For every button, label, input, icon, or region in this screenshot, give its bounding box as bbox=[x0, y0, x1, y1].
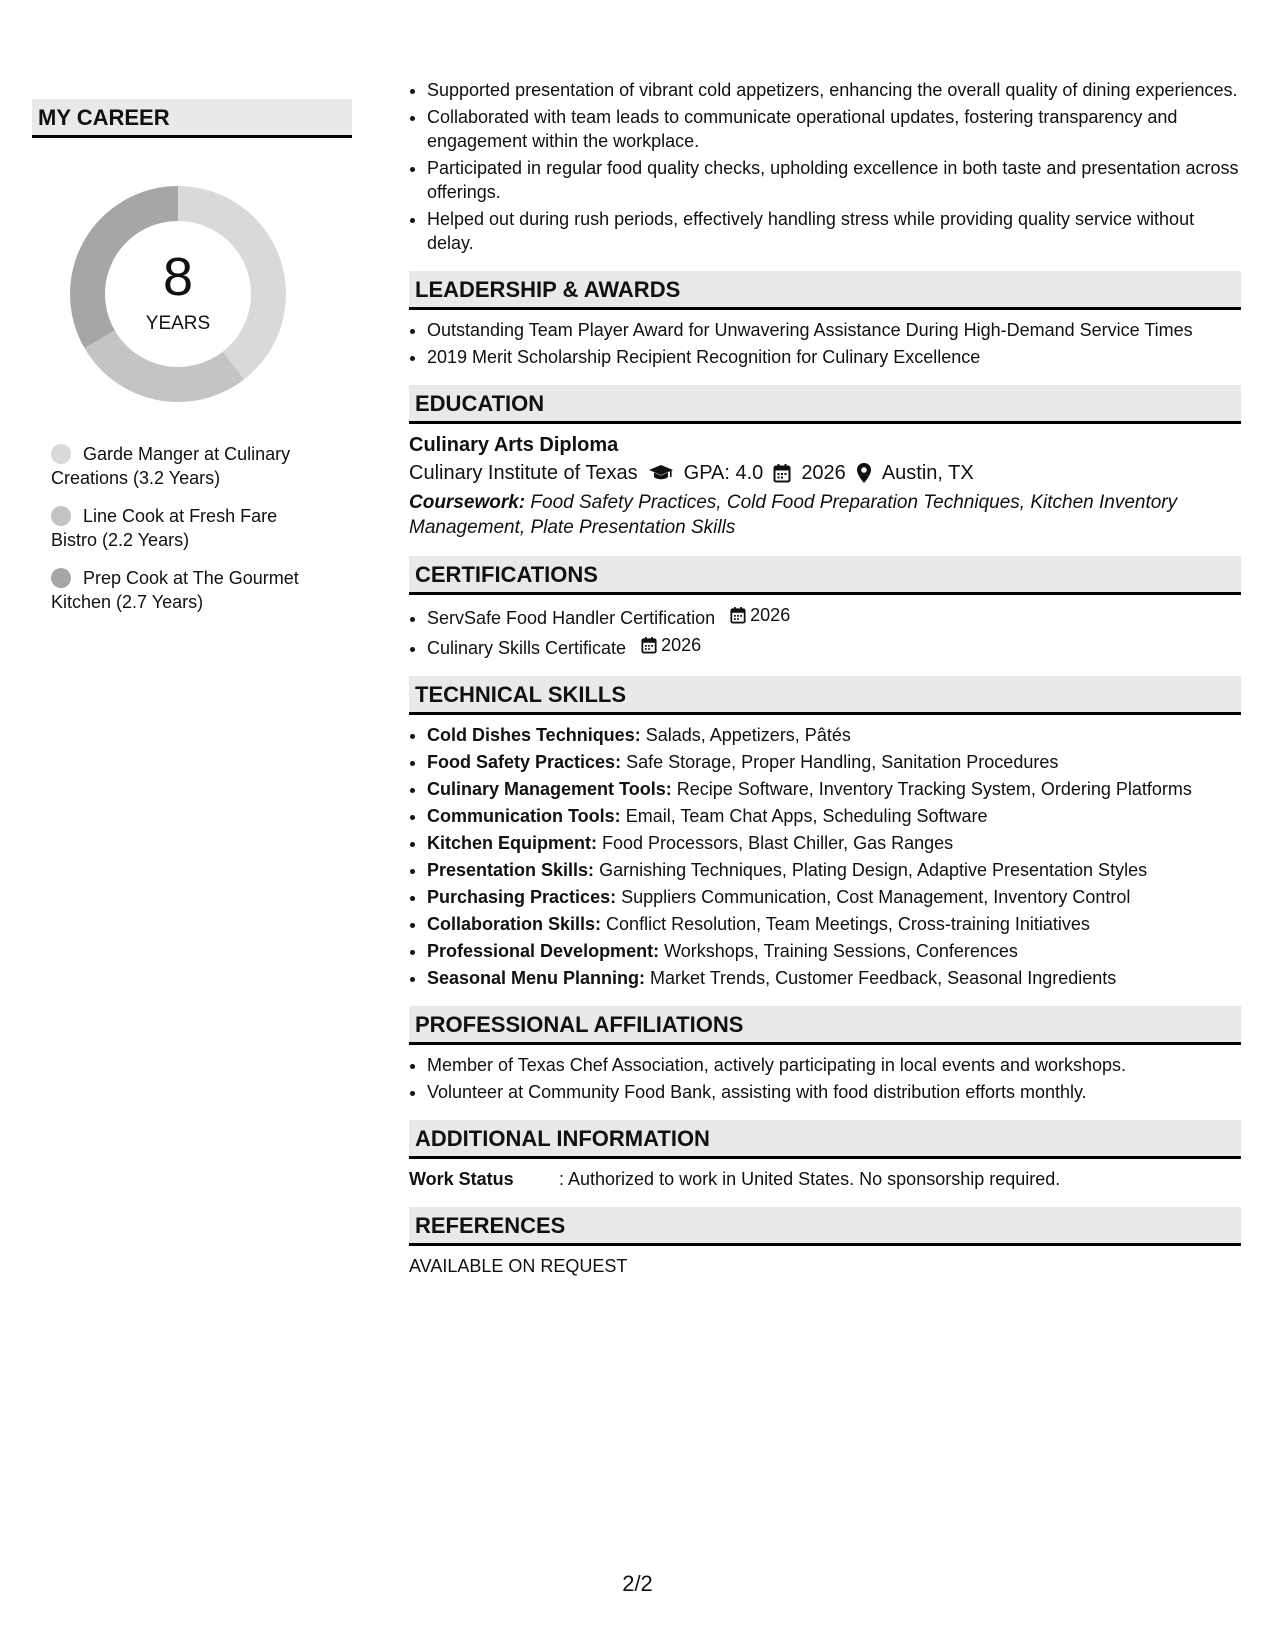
skill-value: Conflict Resolution, Team Meetings, Cross-training Initiatives bbox=[606, 914, 1090, 934]
coursework-label: Coursework: bbox=[409, 492, 526, 513]
right-column bbox=[409, 78, 1241, 1278]
list-item bbox=[427, 858, 1241, 882]
skill-label: Cold Dishes Techniques: bbox=[427, 725, 641, 745]
my-career-heading: MY CAREER bbox=[32, 99, 352, 138]
certifications-heading: CERTIFICATIONS bbox=[409, 556, 1241, 595]
skill-value: Salads, Appetizers, Pâtés bbox=[645, 725, 851, 745]
list-item bbox=[427, 603, 1241, 630]
graduation-year: 2026 bbox=[801, 462, 846, 484]
list-item: • Outstanding Team Player Award for Unwavering Assistance During High-Demand Service Times bbox=[427, 318, 1241, 342]
legend-label: Prep Cook at The Gourmet Kitchen (2.7 Years) bbox=[51, 568, 299, 612]
education-section bbox=[409, 385, 1241, 540]
skills-section bbox=[409, 676, 1241, 990]
legend-dot bbox=[51, 506, 71, 526]
skills-heading: TECHNICAL SKILLS bbox=[409, 676, 1241, 715]
graduation-cap-icon bbox=[648, 463, 674, 483]
calendar-icon bbox=[773, 463, 791, 483]
list-item bbox=[427, 939, 1241, 963]
skill-label: Culinary Management Tools: bbox=[427, 779, 672, 799]
list-item bbox=[427, 777, 1241, 801]
list-item: • Participated in regular food quality checks, upholding excellence in both taste and presentation across offerings. bbox=[427, 156, 1241, 204]
list-item: • Helped out during rush periods, effectively handling stress while providing quality service without delay. bbox=[427, 207, 1241, 255]
references-text: AVAILABLE ON REQUEST bbox=[409, 1256, 628, 1276]
legend-item bbox=[51, 566, 321, 614]
skill-value: Suppliers Communication, Cost Management, Inventory Control bbox=[621, 887, 1131, 907]
additional-heading: ADDITIONAL INFORMATION bbox=[409, 1120, 1241, 1159]
skill-value: Recipe Software, Inventory Tracking System, Ordering Platforms bbox=[676, 779, 1192, 799]
list-item bbox=[427, 633, 1241, 660]
skill-label: Communication Tools: bbox=[427, 806, 621, 826]
list-item bbox=[427, 750, 1241, 774]
skills-list bbox=[409, 723, 1241, 990]
affiliations-section bbox=[409, 1006, 1241, 1104]
list-item bbox=[427, 966, 1241, 990]
work-status-value: : Authorized to work in United States. No sponsorship required. bbox=[559, 1169, 1061, 1189]
skill-value: Food Processors, Blast Chiller, Gas Ranges bbox=[602, 833, 954, 853]
legend-dot bbox=[51, 444, 71, 464]
left-column bbox=[32, 99, 352, 612]
skill-label: Purchasing Practices: bbox=[427, 887, 617, 907]
skill-label: Seasonal Menu Planning: bbox=[427, 968, 646, 988]
list-item: • 2019 Merit Scholarship Recipient Recognition for Culinary Excellence bbox=[427, 345, 1241, 369]
school-name: Culinary Institute of Texas bbox=[409, 462, 638, 484]
cert-year: 2026 bbox=[661, 635, 702, 655]
leadership-section bbox=[409, 271, 1241, 369]
gpa-text: GPA: 4.0 bbox=[683, 462, 764, 484]
list-item bbox=[427, 804, 1241, 828]
cert-date bbox=[641, 633, 701, 657]
legend-label: Garde Manger at Culinary Creations (3.2 Years) bbox=[51, 444, 291, 488]
page-number: 2/2 bbox=[622, 1571, 653, 1596]
additional-section bbox=[409, 1120, 1241, 1191]
calendar-icon bbox=[730, 606, 746, 624]
experience-bullets bbox=[409, 78, 1241, 255]
legend-item bbox=[51, 442, 321, 490]
certifications-section bbox=[409, 556, 1241, 660]
list-item bbox=[427, 723, 1241, 747]
list-item: • Supported presentation of vibrant cold appetizers, enhancing the overall quality of dining experiences. bbox=[427, 78, 1241, 102]
calendar-icon bbox=[641, 636, 657, 654]
skill-label: Food Safety Practices: bbox=[427, 752, 622, 772]
coursework-list: Food Safety Practices, Cold Food Preparation Techniques, Kitchen Inventory Management, Plate Presentation Skills bbox=[409, 492, 1178, 538]
certifications-list bbox=[409, 603, 1241, 660]
list-item bbox=[427, 885, 1241, 909]
cert-name: ServSafe Food Handler Certification bbox=[427, 608, 716, 628]
list-item: • Volunteer at Community Food Bank, assisting with food distribution efforts monthly. bbox=[427, 1080, 1241, 1104]
skill-value: Market Trends, Customer Feedback, Seasonal Ingredients bbox=[650, 968, 1117, 988]
cert-year: 2026 bbox=[750, 605, 791, 625]
cert-name: Culinary Skills Certificate bbox=[427, 638, 627, 658]
skill-value: Email, Team Chat Apps, Scheduling Software bbox=[625, 806, 988, 826]
skill-label: Professional Development: bbox=[427, 941, 660, 961]
career-legend bbox=[51, 442, 321, 628]
references-section bbox=[409, 1207, 1241, 1278]
legend-item bbox=[51, 504, 321, 552]
education-heading: EDUCATION bbox=[409, 385, 1241, 424]
skill-value: Garnishing Techniques, Plating Design, Adaptive Presentation Styles bbox=[599, 860, 1148, 880]
work-status-row bbox=[409, 1167, 1241, 1191]
skill-label: Kitchen Equipment: bbox=[427, 833, 597, 853]
skill-value: Safe Storage, Proper Handling, Sanitation Procedures bbox=[626, 752, 1059, 772]
skill-label: Collaboration Skills: bbox=[427, 914, 602, 934]
affiliations-heading: PROFESSIONAL AFFILIATIONS bbox=[409, 1006, 1241, 1045]
legend-label: Line Cook at Fresh Fare Bistro (2.2 Years) bbox=[51, 506, 278, 550]
education-details bbox=[409, 458, 1241, 488]
work-status-label: Work Status bbox=[409, 1169, 514, 1189]
leadership-heading: LEADERSHIP & AWARDS bbox=[409, 271, 1241, 310]
location-pin-icon bbox=[856, 462, 872, 484]
degree-title: Culinary Arts Diploma bbox=[409, 434, 619, 456]
years-number: 8 bbox=[162, 247, 194, 307]
cert-date bbox=[730, 603, 790, 627]
list-item: • Member of Texas Chef Association, actively participating in local events and workshops. bbox=[427, 1053, 1241, 1077]
legend-dot bbox=[51, 568, 71, 588]
coursework bbox=[409, 490, 1241, 540]
leadership-list bbox=[409, 318, 1241, 369]
list-item: • Collaborated with team leads to communicate operational updates, fostering transparency and engagement within the workplace. bbox=[427, 105, 1241, 153]
skill-value: Workshops, Training Sessions, Conferences bbox=[664, 941, 1018, 961]
references-heading: REFERENCES bbox=[409, 1207, 1241, 1246]
list-item bbox=[427, 912, 1241, 936]
years-label: YEARS bbox=[145, 313, 211, 334]
skill-label: Presentation Skills: bbox=[427, 860, 595, 880]
school-location: Austin, TX bbox=[881, 462, 974, 484]
affiliations-list bbox=[409, 1053, 1241, 1104]
donut-segment-2 bbox=[84, 331, 244, 403]
list-item bbox=[427, 831, 1241, 855]
